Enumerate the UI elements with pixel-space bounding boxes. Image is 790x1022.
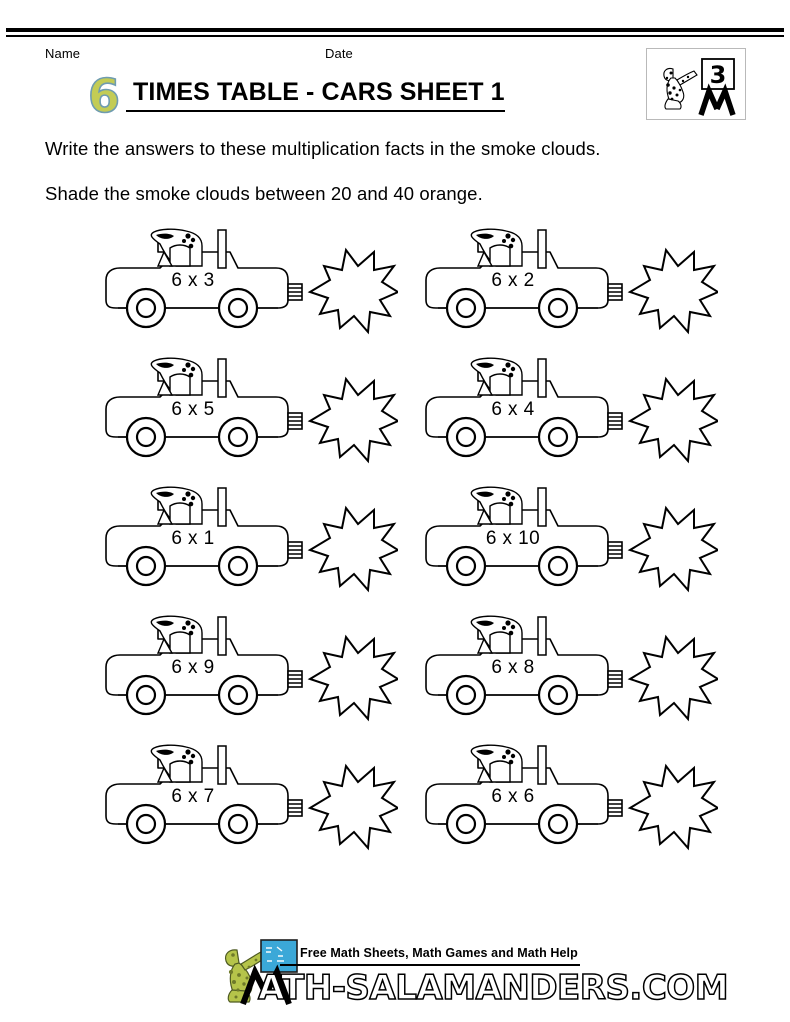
problem-item[interactable] bbox=[98, 609, 398, 729]
smoke-cloud-answer-space[interactable] bbox=[630, 250, 718, 332]
problem-grid bbox=[0, 222, 790, 867]
problem-item[interactable] bbox=[98, 222, 398, 342]
problem-row bbox=[0, 351, 790, 480]
smoke-cloud-answer-space[interactable] bbox=[630, 508, 718, 590]
title-number-6: 6 bbox=[88, 69, 121, 123]
multiplication-fact: 6 x 6 bbox=[491, 786, 535, 807]
page-title bbox=[88, 69, 505, 123]
car-with-smoke-cloud bbox=[98, 738, 398, 858]
problem-item[interactable] bbox=[418, 480, 718, 600]
header-logo bbox=[646, 48, 746, 120]
multiplication-fact: 6 x 10 bbox=[485, 528, 541, 549]
footer bbox=[0, 930, 790, 1022]
problem-item[interactable] bbox=[98, 738, 398, 858]
logo-board-number: 3 bbox=[709, 61, 727, 89]
multiplication-fact: 6 x 7 bbox=[171, 786, 215, 807]
car-with-smoke-cloud bbox=[418, 738, 718, 858]
problem-row bbox=[0, 738, 790, 867]
smoke-cloud-answer-space[interactable] bbox=[630, 766, 718, 848]
smoke-cloud-answer-space[interactable] bbox=[310, 250, 398, 332]
problem-item[interactable] bbox=[418, 222, 718, 342]
car-with-smoke-cloud bbox=[418, 609, 718, 729]
car-with-smoke-cloud bbox=[98, 480, 398, 600]
multiplication-fact: 6 x 4 bbox=[491, 399, 535, 420]
multiplication-fact: 6 x 9 bbox=[171, 657, 215, 678]
problem-row bbox=[0, 609, 790, 738]
smoke-cloud-answer-space[interactable] bbox=[310, 508, 398, 590]
multiplication-fact: 6 x 8 bbox=[491, 657, 535, 678]
problem-row bbox=[0, 480, 790, 609]
problem-item[interactable] bbox=[98, 351, 398, 471]
car-with-smoke-cloud bbox=[418, 351, 718, 471]
problem-item[interactable] bbox=[418, 351, 718, 471]
instruction-line-2: Shade the smoke clouds between 20 and 40 orange. bbox=[45, 183, 483, 204]
header-rule-thin bbox=[6, 35, 784, 37]
title-text: TIMES TABLE - CARS SHEET 1 bbox=[126, 78, 505, 112]
footer-divider bbox=[280, 964, 580, 966]
footer-tagline: Free Math Sheets, Math Games and Math Help bbox=[300, 946, 578, 960]
problem-item[interactable] bbox=[418, 738, 718, 858]
multiplication-fact: 6 x 3 bbox=[171, 270, 215, 291]
smoke-cloud-answer-space[interactable] bbox=[630, 637, 718, 719]
problem-item[interactable] bbox=[98, 480, 398, 600]
name-field-label: Name bbox=[45, 46, 81, 61]
date-field-label: Date bbox=[325, 46, 353, 61]
problem-row bbox=[0, 222, 790, 351]
car-with-smoke-cloud bbox=[418, 222, 718, 342]
multiplication-fact: 6 x 1 bbox=[171, 528, 215, 549]
problem-item[interactable] bbox=[418, 609, 718, 729]
car-with-smoke-cloud bbox=[98, 609, 398, 729]
instruction-line-1: Write the answers to these multiplication facts in the smoke clouds. bbox=[45, 138, 601, 159]
car-with-smoke-cloud bbox=[418, 480, 718, 600]
smoke-cloud-answer-space[interactable] bbox=[310, 379, 398, 461]
header-rule-thick bbox=[6, 28, 784, 32]
salamander-pointing-icon bbox=[647, 49, 745, 119]
car-with-smoke-cloud bbox=[98, 222, 398, 342]
multiplication-fact: 6 x 5 bbox=[171, 399, 215, 420]
smoke-cloud-answer-space[interactable] bbox=[630, 379, 718, 461]
footer-website-url[interactable]: ATH-SALAMANDERS.COM bbox=[258, 968, 729, 1008]
smoke-cloud-answer-space[interactable] bbox=[310, 766, 398, 848]
smoke-cloud-answer-space[interactable] bbox=[310, 637, 398, 719]
car-with-smoke-cloud bbox=[98, 351, 398, 471]
multiplication-fact: 6 x 2 bbox=[491, 270, 535, 291]
